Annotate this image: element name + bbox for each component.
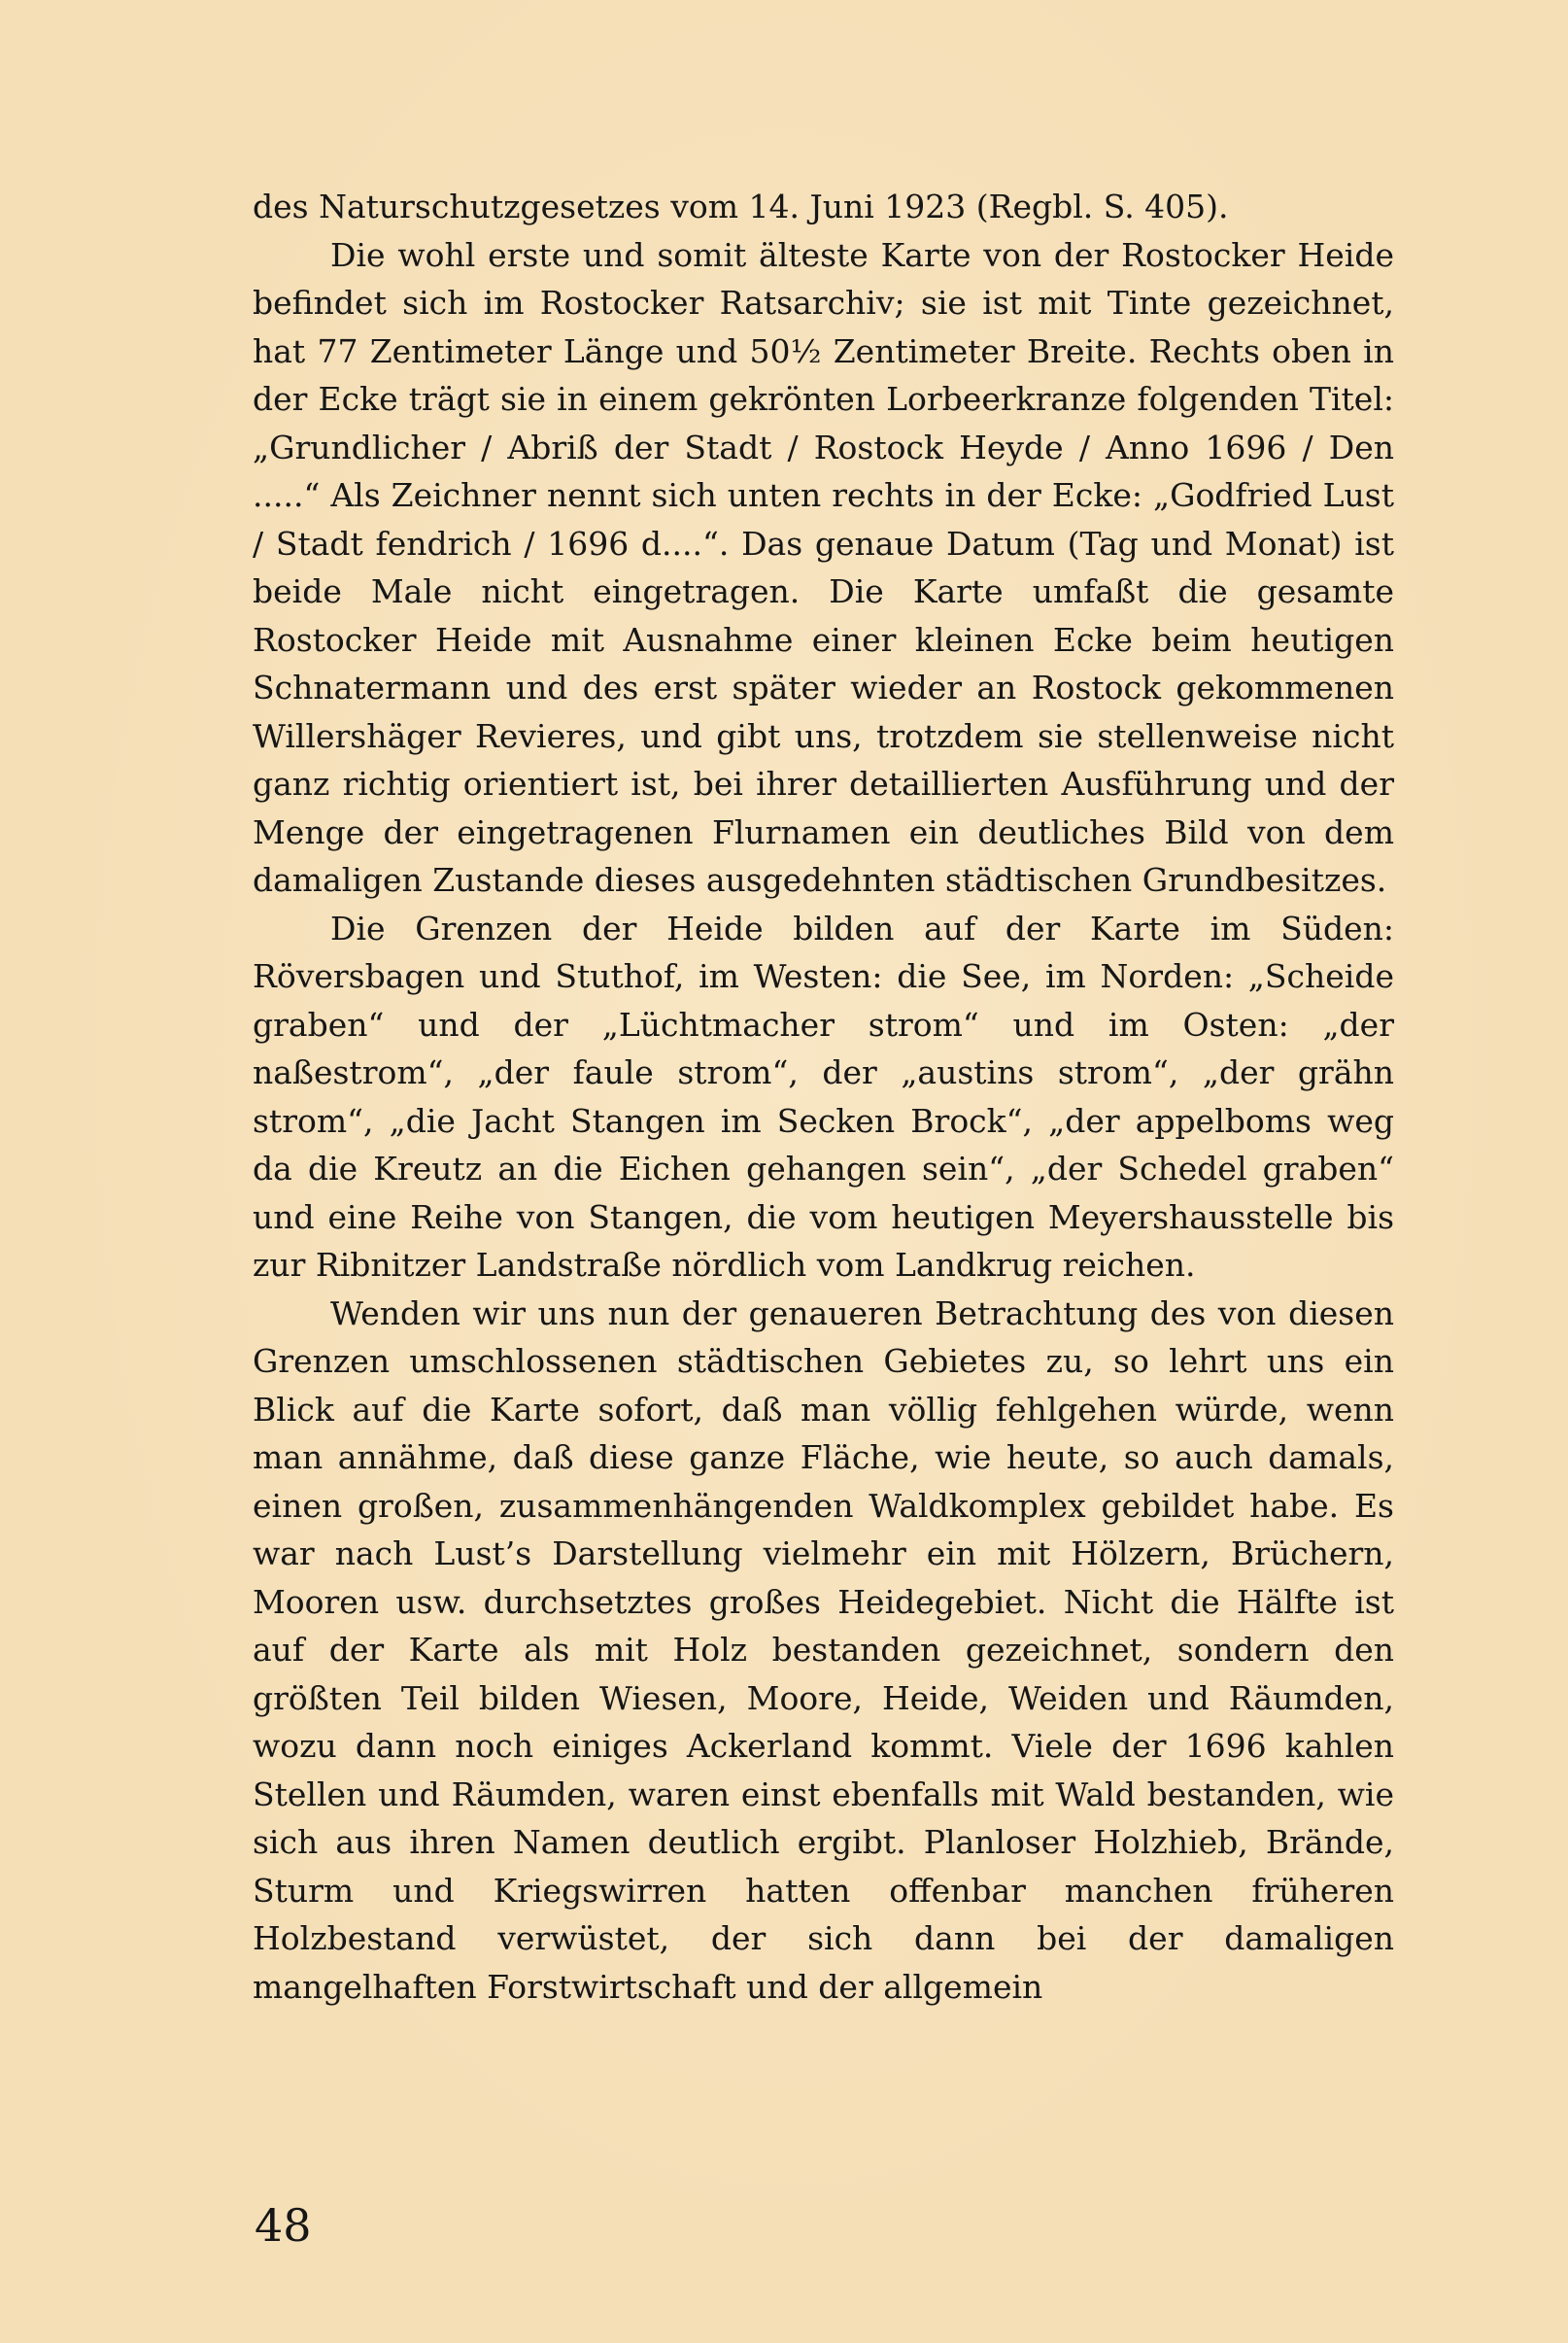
paragraph-1: des Naturschutzgesetzes vom 14. Juni 1923 (Regbl. S. 405). — [253, 188, 1229, 225]
paragraph-3: Die Grenzen der Heide bilden auf der Karte im Süden: Röversbagen und Stuthof, im Westen: die See, im Norden: „Scheide graben“ und der „Lüchtmacher strom“ und im Osten: „der naßestrom“, „der faule strom“, der „austins strom“, „der grähn strom“, „die Jacht Stangen im Secken Brock“, „der appelboms weg da die Kreutz an die Eichen gehangen sein“, „der Schedel graben“ und eine Reihe von Stangen, die vom heutigen Meyershausstelle bis zur Ribnitzer Landstraße nördlich vom Landkrug reichen. — [253, 909, 1394, 1284]
page-number: 48 — [255, 2199, 312, 2252]
paragraph-2: Die wohl erste und somit älteste Karte von der Rostocker Heide befindet sich im Rostocker Ratsarchiv; sie ist mit Tinte gezeichnet, hat 77 Zentimeter Länge und 50½ Zentimeter Breite. Rechts oben in der Ecke trägt sie in einem gekrönten Lorbeerkranze folgenden Titel: „Grundlicher / Abriß der Stadt / Rostock Heyde / Anno 1696 / Den .....“ Als Zeichner nennt sich unten rechts in der Ecke: „Godfried Lust / Stadt fendrich / 1696 d....“. Das genaue Datum (Tag und Monat) ist beide Male nicht eingetragen. Die Karte umfaßt die gesamte Rostocker Heide mit Ausnahme einer kleinen Ecke beim heutigen Schnatermann und des erst später wieder an Rostock gekommenen Willershäger Revieres, und gibt uns, trotzdem sie stellenweise nicht ganz richtig orientiert ist, bei ihrer detaillierten Ausführung und der Menge der eingetragenen Flurnamen ein deutliches Bild von dem damaligen Zustande dieses ausgedehnten städtischen Grundbesitzes. — [253, 235, 1394, 899]
paragraph-4: Wenden wir uns nun der genaueren Betrachtung des von diesen Grenzen umschlossenen städtischen Gebietes zu, so lehrt uns ein Blick auf die Karte sofort, daß man völlig fehlgehen würde, wenn man annähme, daß diese ganze Fläche, wie heute, so auch damals, einen großen, zusammenhängenden Waldkomplex gebildet habe. Es war nach Lust’s Darstellung vielmehr ein mit Hölzern, Brüchern, Mooren usw. durchsetztes großes Heidegebiet. Nicht die Hälfte ist auf der Karte als mit Holz bestanden gezeichnet, sondern den größten Teil bilden Wiesen, Moore, Heide, Weiden und Räumden, wozu dann noch einiges Ackerland kommt. Viele der 1696 kahlen Stellen und Räumden, waren einst ebenfalls mit Wald bestanden, wie sich aus ihren Namen deutlich ergibt. Planloser Holzhieb, Brände, Sturm und Kriegswirren hatten offenbar manchen früheren Holzbestand verwüstet, der sich dann bei der damaligen mangelhaften Forstwirtschaft und der allgemein — [253, 1293, 1394, 2006]
body-text — [253, 183, 1394, 2011]
